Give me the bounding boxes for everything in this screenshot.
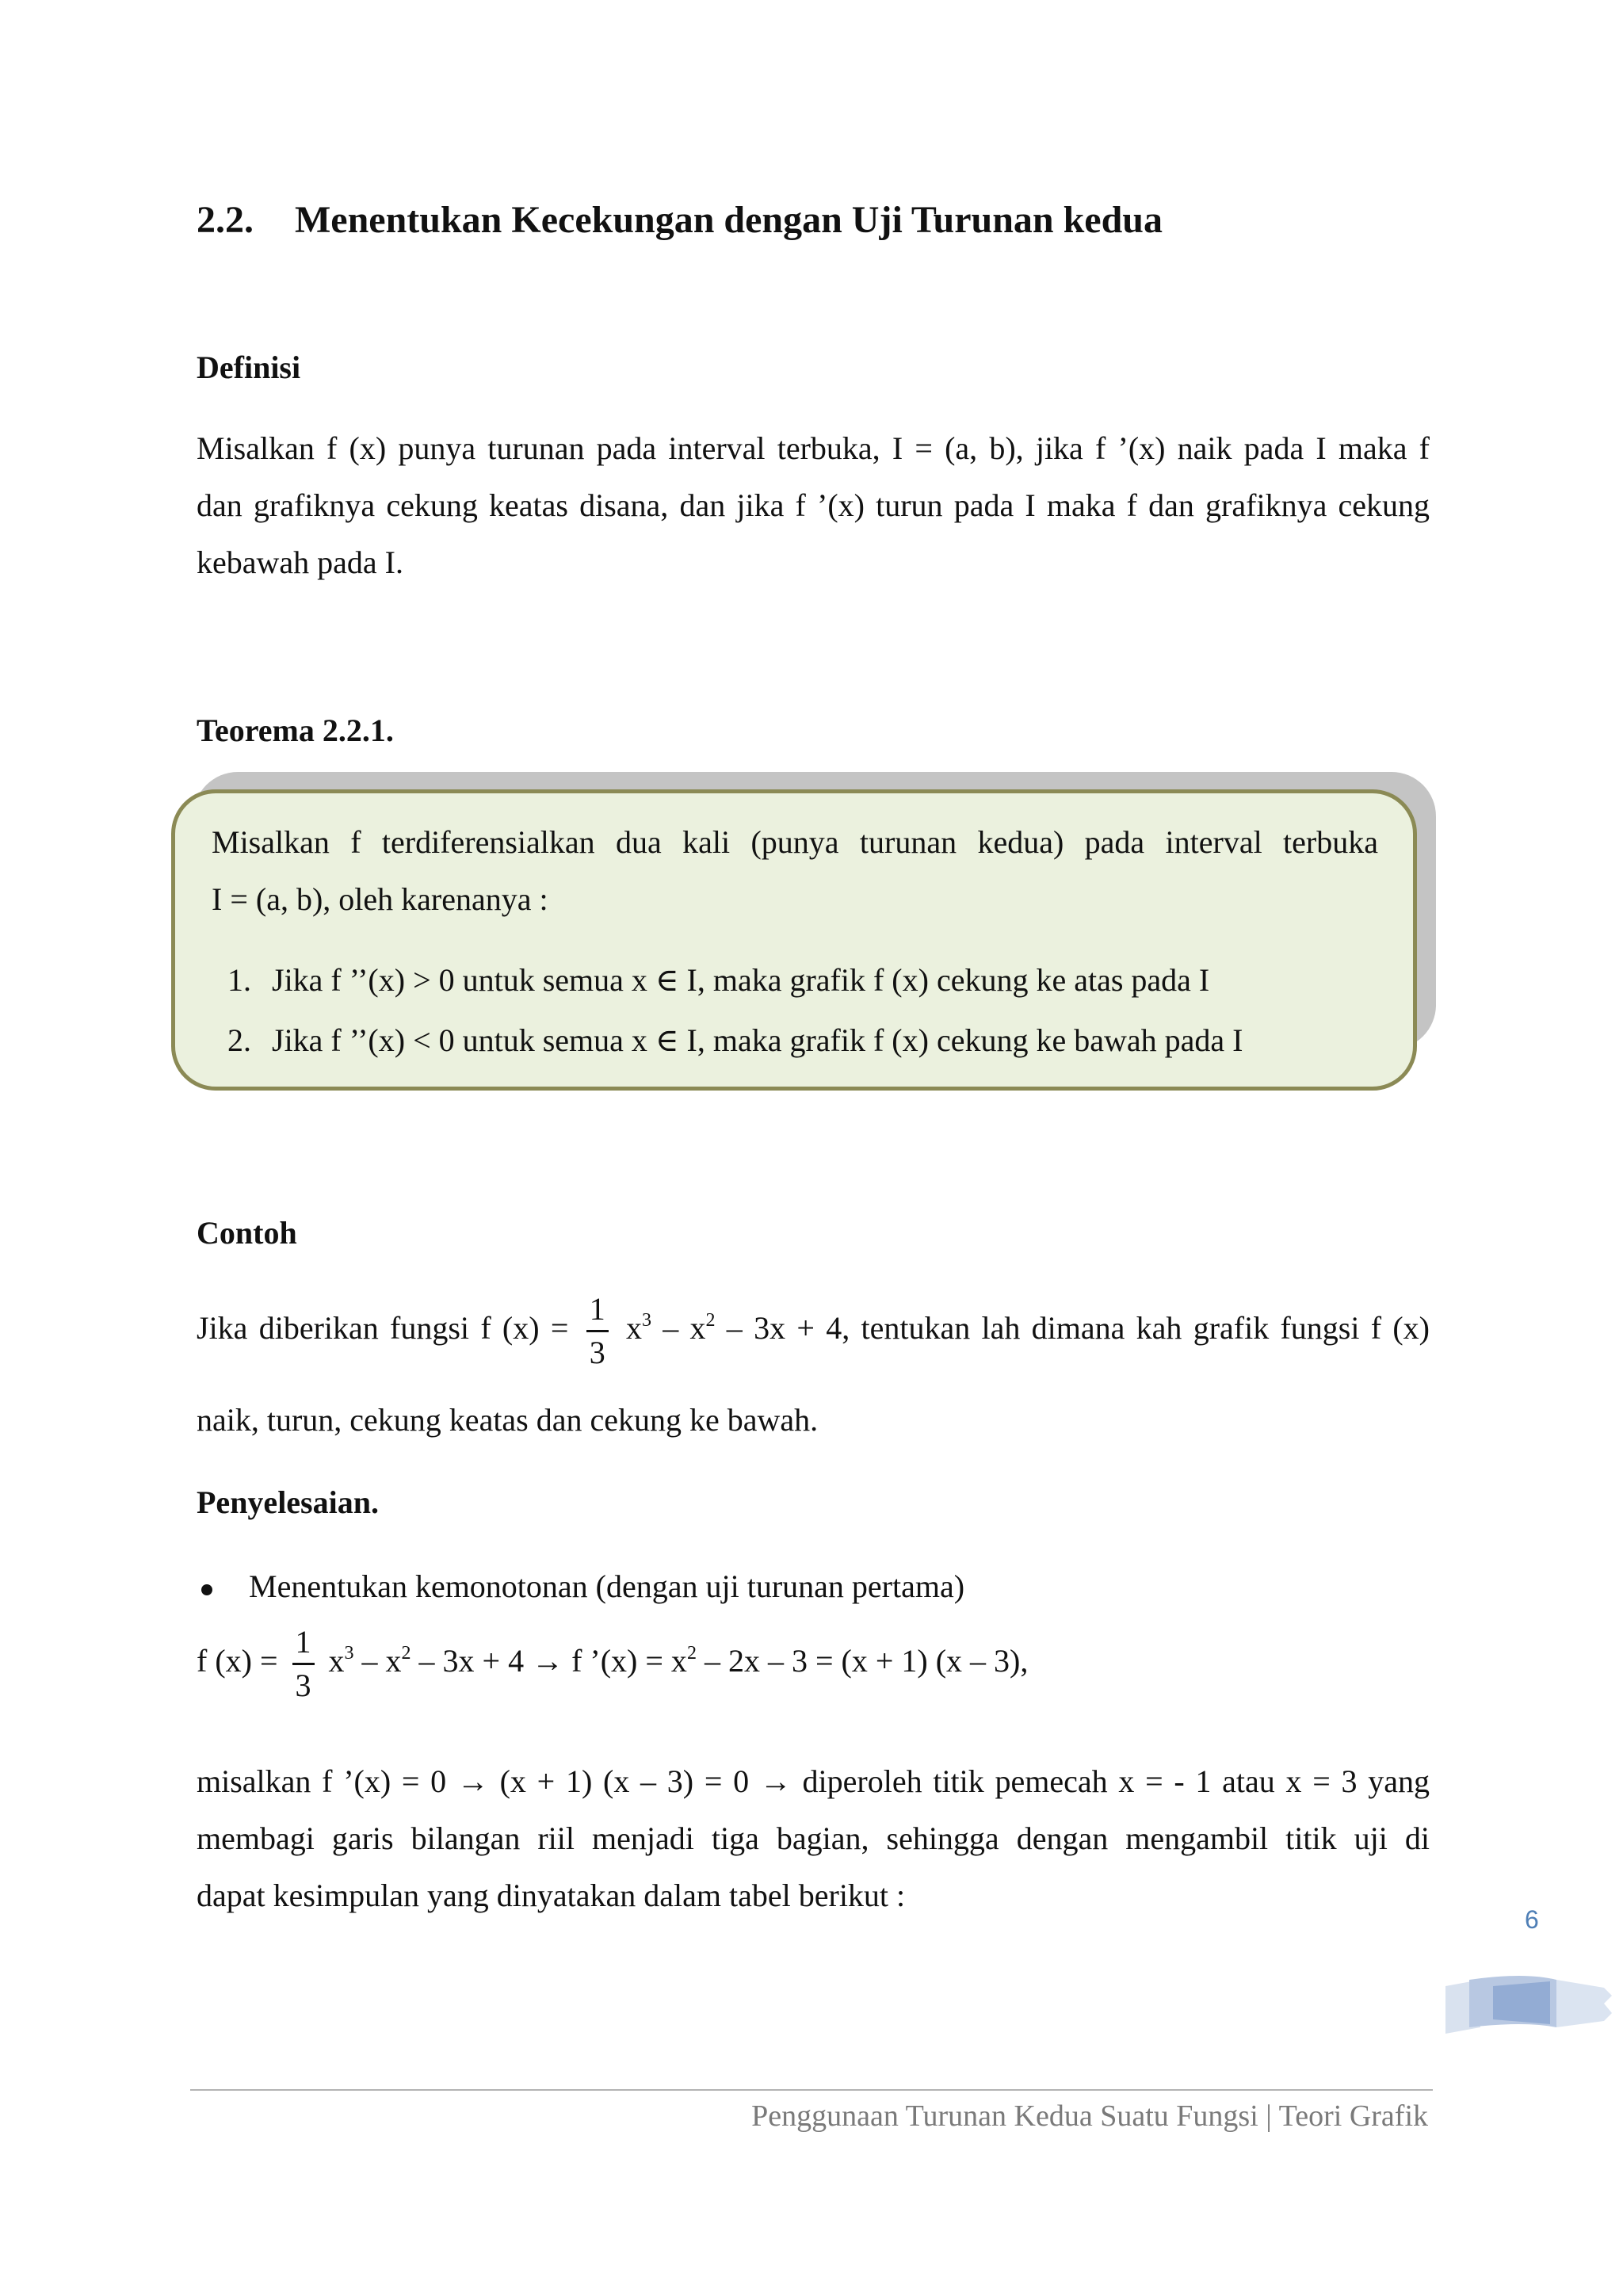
- theorem-conditions: [212, 950, 1378, 1071]
- equation-part-c: – 3x + 4 → f ’(x) = x: [411, 1643, 687, 1679]
- section-number: 2.2.: [197, 199, 254, 241]
- definition-paragraph: [197, 420, 1430, 591]
- theorem-box: [171, 789, 1417, 1091]
- equation-part-b: – x: [353, 1643, 402, 1679]
- solution-line-1: misalkan f ’(x) = 0 → (x + 1) (x – 3) = 0 → diperoleh titik pemecah x = - 1 atau x = 3 yang: [197, 1763, 1430, 1799]
- equation-lhs: f (x) =: [197, 1643, 278, 1679]
- example-heading: Contoh: [197, 1215, 297, 1251]
- equation-exponent-2b: 2: [686, 1643, 697, 1664]
- theorem-heading: Teorema 2.2.1.: [197, 712, 394, 748]
- definition-line-1: Misalkan f (x) punya turunan pada interval terbuka, I = (a, b), jika f ’(x) naik pada I maka f: [197, 430, 1430, 466]
- solution-line-3: dapat kesimpulan yang dinyatakan dalam tabel berikut :: [197, 1878, 906, 1913]
- section-heading: [197, 198, 1163, 242]
- example-line-2: naik, turun, cekung keatas dan cekung ke bawah.: [197, 1402, 819, 1438]
- decorative-ribbon-graphic: [1445, 1972, 1612, 2043]
- example-text-a: Jika diberikan fungsi f (x) =: [197, 1310, 569, 1346]
- example-line-1: [197, 1292, 1430, 1370]
- solution-equation: [197, 1625, 1028, 1702]
- equation-exponent-2: 2: [401, 1643, 411, 1664]
- solution-paragraph: [197, 1753, 1430, 1924]
- definition-line-2: dan grafiknya cekung keatas disana, dan jika f ’(x) turun pada I maka f dan grafiknya cekung: [197, 487, 1430, 523]
- example-var-x: x: [625, 1310, 642, 1346]
- footer-text: Penggunaan Turunan Kedua Suatu Fungsi | Teori Grafik: [751, 2099, 1428, 2133]
- section-title: Menentukan Kecekungan dengan Uji Turunan kedua: [295, 199, 1163, 241]
- definition-heading: Definisi: [197, 350, 301, 385]
- equation-var-x: x: [328, 1643, 345, 1679]
- solution-bullet-text: Menentukan kemonotonan (dengan uji turunan pertama): [249, 1568, 965, 1604]
- theorem-condition-2: 2. Jika f ’’(x) < 0 untuk semua x ∈ I, maka grafik f (x) cekung ke bawah pada I: [259, 1010, 1378, 1071]
- bullet-icon: [201, 1584, 212, 1595]
- equation-part-d: – 2x – 3 = (x + 1) (x – 3),: [696, 1643, 1029, 1679]
- equation-exponent-3: 3: [344, 1643, 354, 1664]
- solution-bullet-item: [197, 1568, 964, 1605]
- theorem-intro: [212, 814, 1378, 928]
- equation-fraction-numerator: 1: [292, 1626, 315, 1665]
- solution-line-2: membagi garis bilangan riil menjadi tiga bagian, sehingga dengan mengambil titik uji di: [197, 1820, 1430, 1856]
- example-text-b: – x: [651, 1310, 706, 1346]
- example-exponent-3: 3: [641, 1310, 651, 1331]
- solution-heading: Penyelesaian.: [197, 1484, 379, 1520]
- theorem-intro-line-1: Misalkan f terdiferensialkan dua kali (punya turunan kedua) pada interval terbuka: [212, 824, 1378, 860]
- theorem-intro-line-2: I = (a, b), oleh karenanya :: [212, 881, 548, 917]
- definition-line-3: kebawah pada I.: [197, 544, 403, 580]
- example-fraction-denominator: 3: [589, 1335, 605, 1371]
- example-fraction-numerator: 1: [586, 1293, 609, 1332]
- example-fraction: [586, 1293, 609, 1369]
- example-exponent-2: 2: [705, 1310, 716, 1331]
- equation-fraction-denominator: 3: [295, 1668, 311, 1704]
- theorem-condition-1: 1. Jika f ’’(x) > 0 untuk semua x ∈ I, maka grafik f (x) cekung ke atas pada I: [259, 950, 1378, 1010]
- equation-fraction: [292, 1626, 315, 1702]
- example-text-c: – 3x + 4, tentukan lah dimana kah grafik fungsi f (x): [715, 1310, 1430, 1346]
- page-number: 6: [1525, 1905, 1539, 1934]
- footer-divider: [190, 2089, 1433, 2091]
